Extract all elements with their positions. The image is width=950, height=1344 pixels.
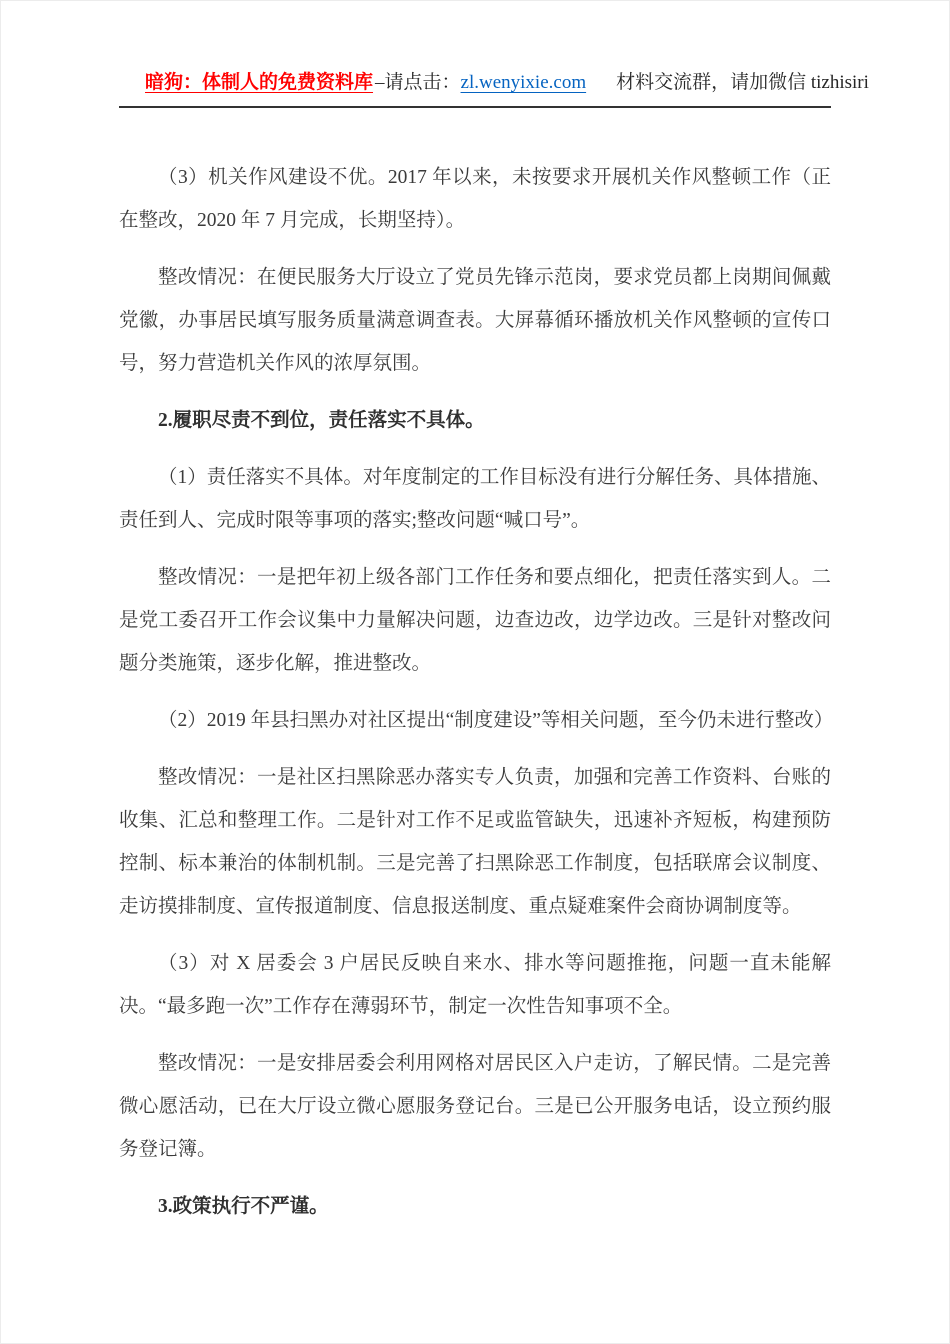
section-heading-2: 2.履职尽责不到位，责任落实不具体。	[158, 410, 485, 431]
promo-link[interactable]: zl.wenyixie.com	[460, 72, 587, 93]
paragraph-rectification: 整改情况：一是安排居委会利用网格对居民区入户走访，了解民情。二是完善微心愿活动，已在大厅设立微心愿服务登记台。三是已公开服务电话，设立预约服务登记簿。	[119, 1053, 831, 1160]
promo-brand: 暗狗：体制人的免费资料库	[145, 72, 374, 93]
paragraph-issue-2-3: （3）对 X 居委会 3 户居民反映自来水、排水等问题推拖，问题一直未能解决。“最多跑一次”工作存在薄弱环节，制定一次性告知事项不全。	[119, 953, 831, 1017]
paragraph-rectification: 整改情况：一是把年初上级各部门工作任务和要点细化，把责任落实到人。二是党工委召开工作会议集中力量解决问题，边查边改，边学边改。三是针对整改问题分类施策，逐步化解，推进整改。	[119, 567, 831, 674]
paragraph-issue-2-2: （2）2019 年县扫黑办对社区提出“制度建设”等相关问题，至今仍未进行整改）	[158, 710, 834, 731]
paragraph-rectification: 整改情况：一是社区扫黑除恶办落实专人负责，加强和完善工作资料、台账的收集、汇总和整理工作。二是针对工作不足或监管缺失，迅速补齐短板，构建预防控制、标本兼治的体制机制。三是完善了扫黑除恶工作制度，包括联席会议制度、走访摸排制度、宣传报道制度、信息报送制度、重点疑难案件会商协调制度等。	[119, 767, 831, 917]
promo-click-hint: –请点击：	[375, 72, 461, 93]
paragraph-rectification: 整改情况：在便民服务大厅设立了党员先锋示范岗，要求党员都上岗期间佩戴党徽，办事居民填写服务质量满意调查表。大屏幕循环播放机关作风整顿的宣传口号，努力营造机关作风的浓厚氛围。	[119, 267, 831, 374]
paragraph-issue-3: （3）机关作风建设不优。2017 年以来，未按要求开展机关作风整顿工作（正在整改，2020 年 7 月完成，长期坚持）。	[119, 167, 831, 231]
section-heading-3: 3.政策执行不严谨。	[158, 1196, 329, 1217]
paragraph-issue-2-1: （1）责任落实不具体。对年度制定的工作目标没有进行分解任务、具体措施、责任到人、完成时限等事项的落实;整改问题“喊口号”。	[119, 467, 831, 531]
promo-header	[119, 67, 869, 108]
document-body	[119, 156, 834, 1228]
promo-suffix: 材料交流群，请加微信 tizhisiri	[616, 72, 869, 93]
